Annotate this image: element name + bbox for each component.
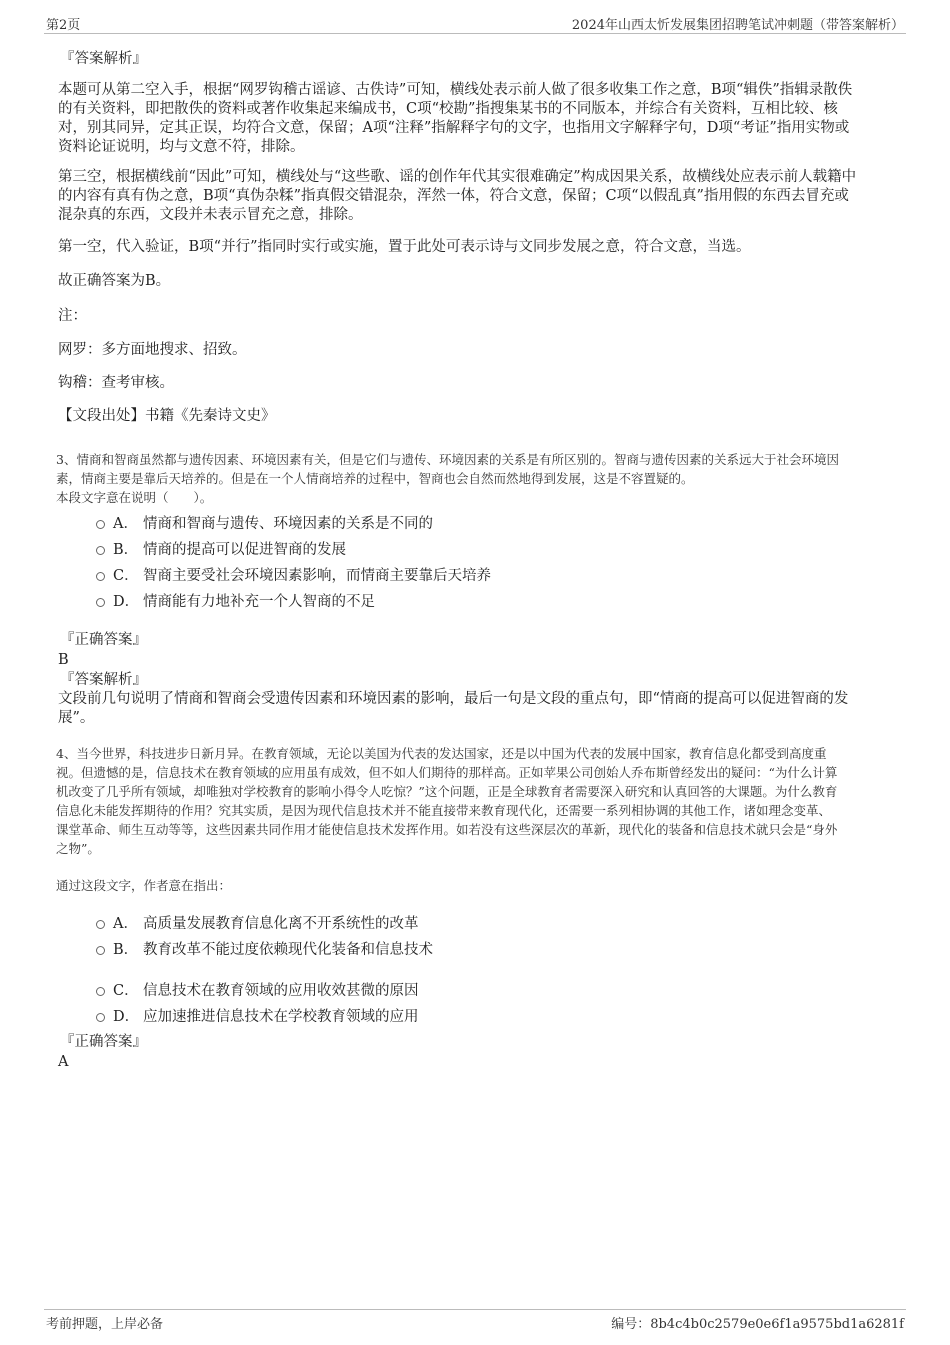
- q4-prompt: 通过这段文字，作者意在指出：: [56, 878, 232, 893]
- radio-icon[interactable]: [96, 546, 105, 555]
- footer-slogan: 考前押题，上岸必备: [46, 1317, 164, 1332]
- q2-note-2: 钩稽：查考审核。: [58, 375, 174, 391]
- header-divider: [44, 33, 906, 34]
- q2-paragraph-1: 本题可从第二空入手，根据“网罗钩稽古谣谚、古佚诗”可知，横线处表示前人做了很多收集工作之意，B项“辑佚”指辑录散佚 的有关资料，即把散佚的资料或著作收集起来编成书，C项“校勘”指搜集某书的不同版本，并综合有关资料，互相比较、核 对，别其同异，定其正误，均符合文意，保留；A项“注释”指解释字句的文字，也指用文字解释字句，D项“考证”指用实物或 资料论证说明，均与文意不符，排除。: [58, 82, 853, 155]
- q3-stem: 3、情商和智商虽然都与遗传因素、环境因素有关，但是它们与遗传、环境因素的关系是有所区别的。智商与遗传因素的关系远大于社会环境因 素，情商主要是靠后天培养的。但是在一个人情商培养的过程中，智商也会自然而然地得到发展，这是不容置疑的。 本段文字意在说明（ ）。: [56, 452, 839, 505]
- q4-option-a[interactable]: A． 高质量发展教育信息化离不开系统性的改革: [96, 912, 419, 933]
- q3-option-a[interactable]: A． 情商和智商与遗传、环境因素的关系是不同的: [96, 512, 433, 533]
- q3-option-b[interactable]: B． 情商的提高可以促进智商的发展: [96, 538, 346, 559]
- q3-analysis: 文段前几句说明了情商和智商会受遗传因素和环境因素的影响，最后一句是文段的重点句，即“情商的提高可以促进智商的发 展”。: [58, 691, 849, 726]
- q3-answer-label: 『正确答案』: [60, 632, 147, 648]
- q4-answer: A: [58, 1054, 69, 1070]
- q2-paragraph-2: 第三空，根据横线前“因此”可知，横线处与“这些歌、谣的创作年代其实很难确定”构成因果关系，故横线处应表示前人载籍中 的内容有真有伪之意，B项“真伪杂糅”指真假交错混杂，浑然一体，符合文意，保留；C项“以假乱真”指用假的东西去冒充或 混杂真的东西，文段并未表示冒充之意，排除。: [58, 169, 857, 223]
- radio-icon[interactable]: [96, 987, 105, 996]
- radio-icon[interactable]: [96, 1013, 105, 1022]
- radio-icon[interactable]: [96, 520, 105, 529]
- q2-source: 【文段出处】书籍《先秦诗文史》: [58, 408, 276, 424]
- q4-stem: 4、当今世界，科技进步日新月异。在教育领域，无论以美国为代表的发达国家，还是以中国为代表的发展中国家，教育信息化都受到高度重 视。但遗憾的是，信息技术在教育领域的应用虽有成效，但不如人们期待的那样高。正如苹果公司创始人乔布斯曾经发出的疑问：“为什么计算 机改变了几乎所有领域，却唯独对学校教育的影响小得令人吃惊？”这个问题，正是全球教育者需要深入研究和认真回答的大课题。为什么教育 信息化未能发挥期待的作用？究其实质，是因为现代信息技术并不能直接带来教育现代化，还需要一系列相协调的其他工作，诸如理念变革、 课堂革命、师生互动等等，这些因素共同作用才能使信息技术发挥作用。如若没有这些深层次的革新，现代化的装备和信息技术就只会是“身外 之物”。: [56, 746, 838, 856]
- radio-icon[interactable]: [96, 920, 105, 929]
- q3-analysis-label: 『答案解析』: [60, 672, 147, 688]
- document-title: 2024年山西太忻发展集团招聘笔试冲刺题（带答案解析）: [571, 18, 904, 33]
- q2-analysis-label: 『答案解析』: [60, 51, 147, 67]
- q4-option-d[interactable]: D． 应加速推进信息技术在学校教育领域的应用: [96, 1005, 419, 1026]
- radio-icon[interactable]: [96, 598, 105, 607]
- q3-option-c[interactable]: C． 智商主要受社会环境因素影响，而情商主要靠后天培养: [96, 564, 491, 585]
- footer-divider: [44, 1309, 906, 1310]
- q3-option-d[interactable]: D． 情商能有力地补充一个人智商的不足: [96, 590, 375, 611]
- q4-option-b[interactable]: B． 教育改革不能过度依赖现代化装备和信息技术: [96, 938, 433, 959]
- q2-paragraph-3: 第一空，代入验证，B项“并行”指同时实行或实施，置于此处可表示诗与文同步发展之意，符合文意，当选。: [58, 239, 751, 255]
- radio-icon[interactable]: [96, 946, 105, 955]
- footer-doc-id: 编号：8b4c4b0c2579e0e6f1a9575bd1a6281f: [611, 1317, 904, 1332]
- q3-answer: B: [58, 652, 69, 668]
- q2-conclusion: 故正确答案为B。: [58, 273, 171, 289]
- q2-note-1: 网罗：多方面地搜求、招致。: [58, 342, 247, 358]
- radio-icon[interactable]: [96, 572, 105, 581]
- q2-note-label: 注：: [58, 308, 87, 324]
- page-number: 第2页: [46, 18, 81, 33]
- q4-option-c[interactable]: C． 信息技术在教育领域的应用收效甚微的原因: [96, 979, 419, 1000]
- q4-answer-label: 『正确答案』: [60, 1034, 147, 1050]
